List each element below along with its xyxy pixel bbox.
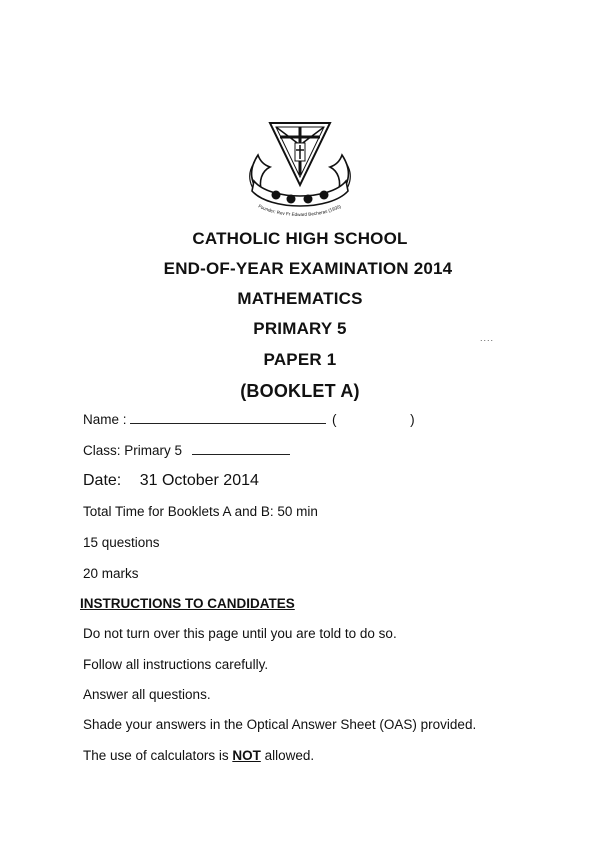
instruction-item: Shade your answers in the Optical Answer Sheet (OAS) provided. [83, 717, 477, 732]
school-crest-logo [240, 115, 360, 217]
name-label: Name : [83, 412, 127, 427]
booklet-title: (BOOKLET A) [240, 381, 360, 401]
class-row [83, 443, 290, 458]
date-row [83, 472, 259, 490]
instruction-item: Answer all questions. [83, 687, 211, 702]
not-emphasis: NOT [232, 748, 261, 763]
exam-title: END-OF-YEAR EXAMINATION 2014 [163, 259, 453, 278]
instructions-heading: INSTRUCTIONS TO CANDIDATES [80, 596, 295, 611]
school-name: CATHOLIC HIGH SCHOOL [192, 229, 408, 248]
instruction-item: Follow all instructions carefully. [83, 657, 269, 672]
name-blank[interactable] [130, 412, 326, 424]
index-open-paren: ( [332, 412, 337, 427]
total-marks: 20 marks [83, 566, 139, 581]
class-blank[interactable] [192, 443, 290, 455]
question-count: 15 questions [83, 535, 160, 550]
date-label: Date: [83, 472, 122, 489]
calculator-text-post: allowed. [260, 748, 315, 763]
calculator-text-pre: The use of calculators is [83, 748, 233, 763]
name-row [83, 412, 415, 427]
founder-text: Founder: Rev Fr Edward Becheras (1935) [257, 203, 342, 217]
paper-title: PAPER 1 [263, 350, 337, 369]
instruction-item-calculators [83, 748, 314, 763]
class-label: Class: Primary 5 [83, 443, 183, 458]
stray-mark: .... [480, 333, 495, 343]
index-close-paren: ) [410, 412, 415, 427]
total-time: Total Time for Booklets A and B: 50 min [83, 504, 318, 519]
subject-title: MATHEMATICS [237, 289, 363, 308]
instruction-item: Do not turn over this page until you are told to do so. [83, 626, 397, 641]
date-value: 31 October 2014 [139, 472, 259, 489]
level-title: PRIMARY 5 [253, 319, 347, 338]
